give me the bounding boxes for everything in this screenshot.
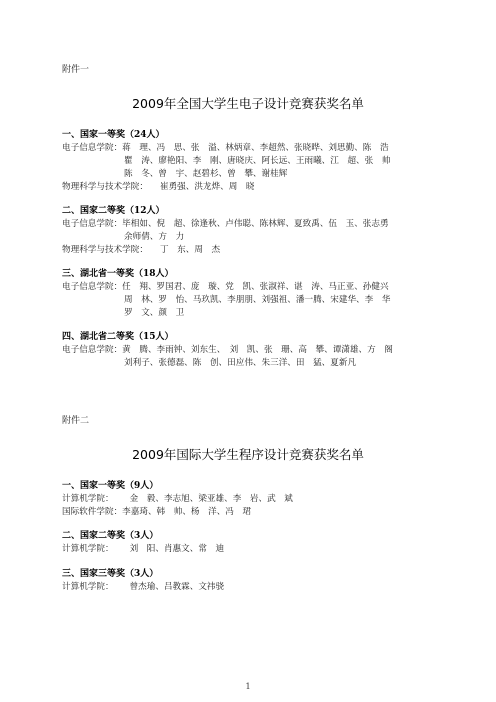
document-title: 2009年国际大学生程序设计竞赛获奖名单 <box>132 447 364 462</box>
award-row <box>62 243 220 255</box>
school-label: 计算机学院： <box>62 494 114 504</box>
award-row <box>62 542 224 554</box>
school-label: 物理科学与技术学院： <box>62 182 148 192</box>
school-label: 电子信息学院： <box>62 282 123 292</box>
name-list: 黄 腾、李雨钟、刘东生、 刘 凯、张 珊、高 攀、谭潇雄、方 阁 <box>122 345 393 355</box>
document-title: 2009年全国大学生电子设计竞赛获奖名单 <box>132 96 364 111</box>
section-heading: 四、湖北省二等奖（15人） <box>62 332 174 342</box>
school-label: 计算机学院： <box>62 582 114 592</box>
section-heading: 一、国家一等奖（9人） <box>62 481 159 491</box>
award-row <box>62 217 389 229</box>
name-list: 刘利子、张德磊、陈 创、田应伟、朱三洋、田 猛、夏新凡 <box>124 358 357 368</box>
award-row <box>62 141 389 153</box>
name-list: 陈 冬、曾 宇、赵碧杉、曾 攀、谢桂辉 <box>124 169 288 179</box>
award-row <box>62 180 255 192</box>
school-label: 计算机学院： <box>62 544 114 554</box>
name-list: 崔勇强、洪龙烨、周 晓 <box>159 182 255 192</box>
name-list: 瞿 涛、廖艳阳、李 刚、唐晓庆、阿长远、王雨曦、江 超、张 帅 <box>124 156 391 166</box>
name-list: 刘 阳、肖惠文、常 迪 <box>129 544 225 554</box>
award-row <box>62 580 224 592</box>
school-label: 电子信息学院： <box>62 345 123 355</box>
name-list: 金 毅、李志旭、梁亚雄、李 岩、武 斌 <box>129 494 293 504</box>
annex-label: 附件一 <box>62 65 90 75</box>
award-row <box>62 492 293 504</box>
section-heading: 二、国家二等奖（12人） <box>62 206 165 216</box>
school-label: 物理科学与技术学院： <box>62 245 148 255</box>
name-list: 李嘉琦、韩 帅、杨 洋、冯 珺 <box>122 507 252 517</box>
award-row <box>62 343 393 355</box>
name-list: 蒋 理、冯 思、张 溢、林炳章、李超然、张晓晔、刘思勤、陈 浩 <box>122 143 389 153</box>
section-heading: 一、国家一等奖（24人） <box>62 130 165 140</box>
school-label: 国际软件学院： <box>62 507 123 517</box>
school-label: 电子信息学院： <box>62 219 123 229</box>
name-list: 周 林、罗 怡、马玖凯、李朋朋、刘强祖、潘一腾、宋建华、李 华 <box>124 295 391 305</box>
school-label: 电子信息学院： <box>62 143 123 153</box>
name-list: 毕相如、倪 超、徐逢秋、卢伟聪、陈林辉、夏致禹、伍 玉、张志勇 <box>122 219 389 229</box>
award-row <box>62 280 389 292</box>
section-heading: 三、湖北省一等奖（18人） <box>62 269 174 279</box>
section-heading: 三、国家三等奖（3人） <box>62 569 159 579</box>
name-list: 罗 文、颜 卫 <box>124 308 185 318</box>
name-list: 余师倩、方 力 <box>124 232 185 242</box>
name-list: 任 翔、罗国君、庞 璇、党 凯、张淑祥、谌 涛、马正亚、孙健兴 <box>122 282 389 292</box>
section-heading: 二、国家二等奖（3人） <box>62 531 159 541</box>
name-list: 丁 东、周 杰 <box>159 245 221 255</box>
name-list: 曾杰瑜、吕教霖、文祎骁 <box>129 582 225 592</box>
page-number: 1 <box>245 682 251 691</box>
award-row <box>62 505 251 517</box>
annex-label: 附件二 <box>62 416 90 426</box>
